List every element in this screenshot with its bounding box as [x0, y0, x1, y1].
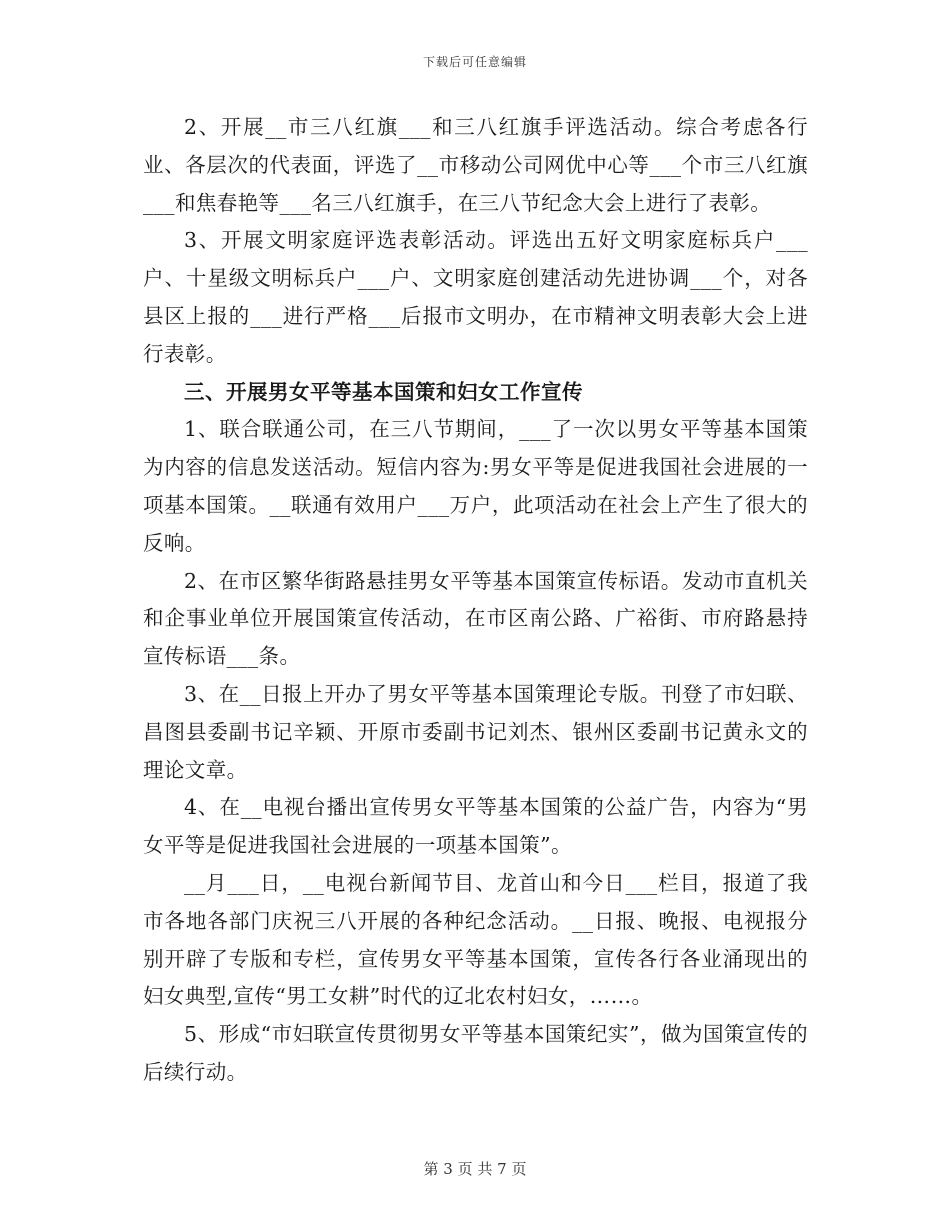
document-body: [143, 109, 808, 1092]
page-footer: 第 3 页 共 7 页: [423, 1160, 527, 1178]
paragraph: 2、在市区繁华街路悬挂男女平等基本国策宣传标语。发动市直机关和企事业单位开展国策宣传活动，在市区南公路、广裕街、市府路悬持宣传标语___条。: [143, 568, 808, 669]
paragraph: 2、开展__市三八红旗___和三八红旗手评选活动。综合考虑各行业、各层次的代表面，评选了__市移动公司网优中心等___个市三八红旗___和焦春艳等___名三八红旗手，在三八节纪念大会上进行了表彰。: [143, 115, 808, 215]
paragraph: __月___日，__电视台新闻节目、龙首山和今日___栏目，报道了我市各地各部门庆祝三八开展的各种纪念活动。__日报、晚报、电视报分别开辟了专版和专栏，宣传男女平等基本国策，宣传各行各业涌现出的妇女典型,宣传“男工女耕”时代的辽北农村妇女，……。: [143, 870, 808, 1009]
paragraph: 1、联合联通公司，在三八节期间，___了一次以男女平等基本国策为内容的信息发送活动。短信内容为:男女平等是促进我国社会进展的一项基本国策。__联通有效用户___万户，此项活动在社会上产生了很大的反响。: [143, 417, 808, 555]
paragraph: 3、开展文明家庭评选表彰活动。评选出五好文明家庭标兵户___户、十星级文明标兵户___户、文明家庭创建活动先进协调___个，对各县区上报的___进行严格___后报市文明办，在市精神文明表彰大会上进行表彰。: [143, 228, 808, 366]
paragraph: 4、在__电视台播出宣传男女平等基本国策的公益广告，内容为“男女平等是促进我国社会进展的一项基本国策”。: [143, 795, 808, 858]
paragraph: 3、在__日报上开办了男女平等基本国策理论专版。刊登了市妇联、昌图县委副书记辛颖、开原市委副书记刘杰、银州区委副书记黄永文的理论文章。: [143, 681, 808, 782]
paragraph: 5、形成“市妇联宣传贯彻男女平等基本国策纪实”，做为国策宣传的后续行动。: [143, 1022, 808, 1084]
page-header: 下载后可任意编辑: [422, 55, 527, 69]
section-heading: 三、开展男女平等基本国策和妇女工作宣传: [184, 379, 583, 404]
